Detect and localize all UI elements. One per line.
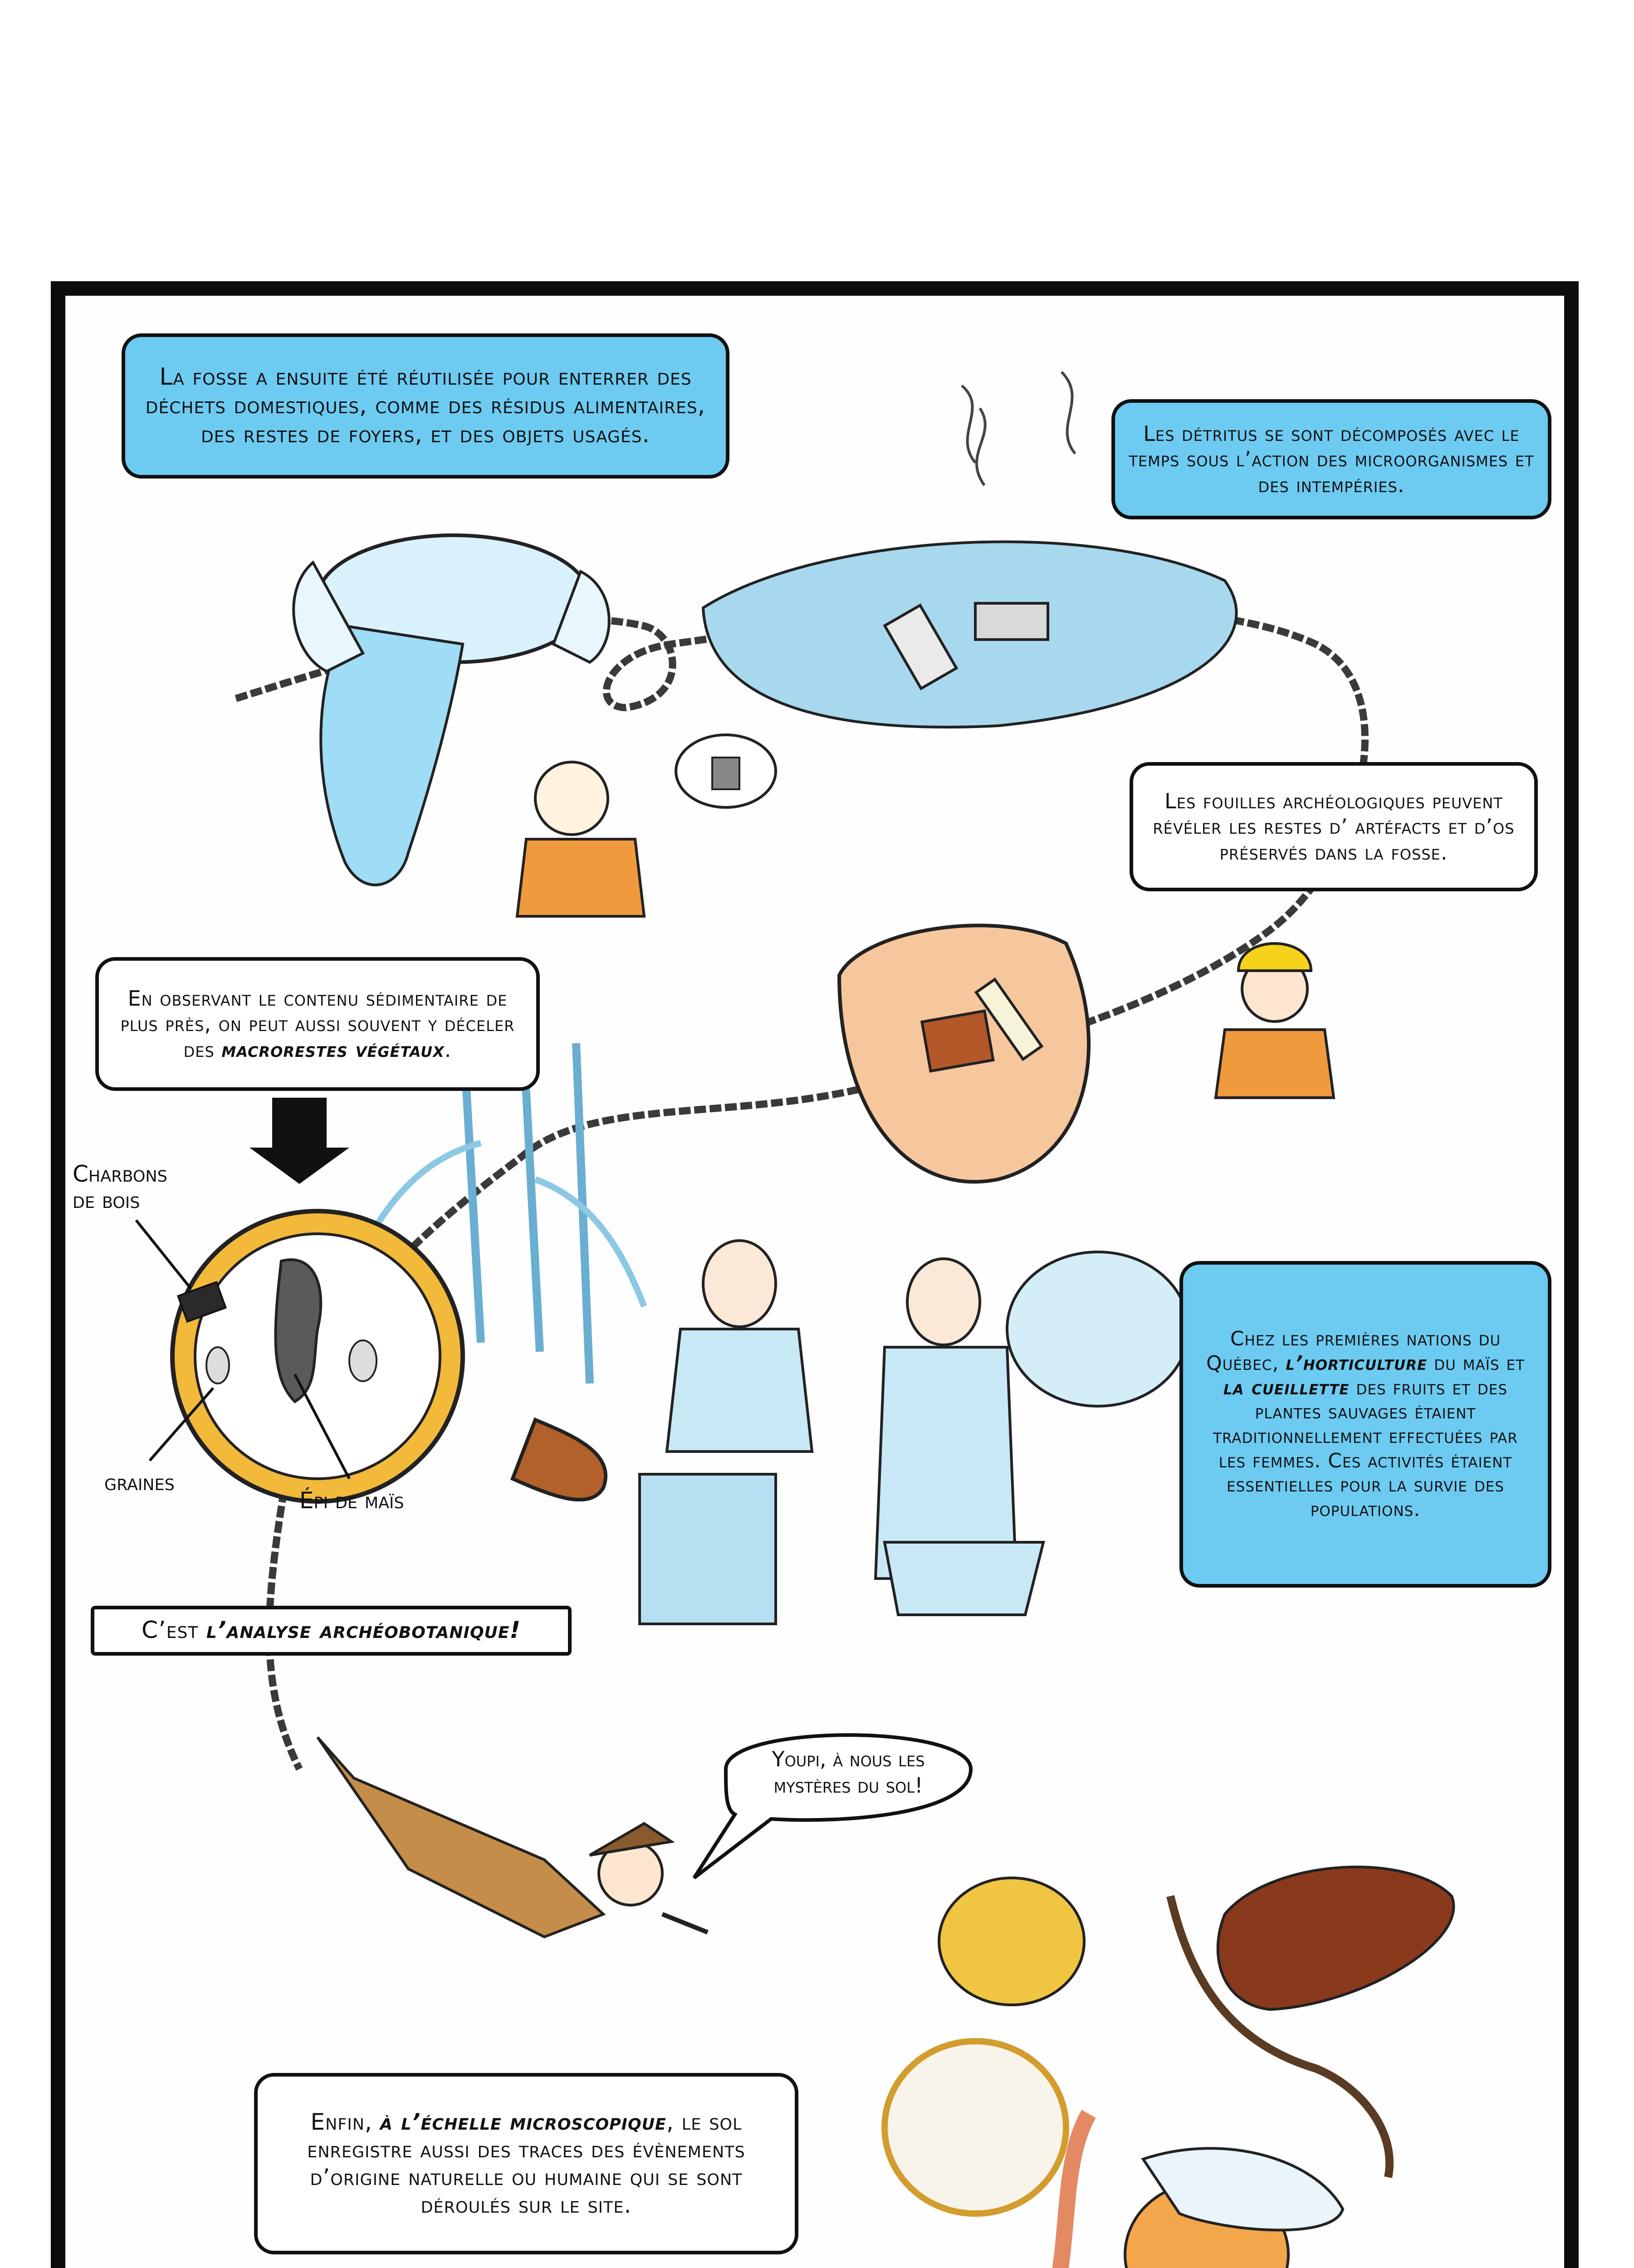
- child-archaeologist: [1216, 943, 1334, 1098]
- child-thinking: [517, 735, 776, 916]
- caption-detritus: [1111, 399, 1551, 519]
- caption-pn-emphasis-2: la cueillette: [1223, 1376, 1350, 1399]
- caption-analyse-emphasis: l’analyse archéobotanique!: [206, 1617, 521, 1644]
- caption-echelle-microscopique: [254, 2073, 798, 2254]
- caption-fouilles-text: Les fouilles archéologiques peuvent révéler les restes d’ artéfacts et d’os préservés dans la fosse.: [1153, 789, 1515, 865]
- caption-echelle-paragraph: [271, 2108, 781, 2219]
- microscopic-soil-scene: [885, 1867, 1453, 2268]
- caption-macrorestes-paragraph: [113, 986, 523, 1062]
- caption-analyse-paragraph: [142, 1616, 521, 1645]
- magnifying-glass: [172, 1211, 606, 1501]
- caption-pn-text-2: du maïs et: [1434, 1351, 1525, 1375]
- caption-fosse-reutilisee: [122, 333, 729, 479]
- label-epi-de-mais: Épi de maïs: [299, 1487, 404, 1514]
- caption-macrorestes: [95, 957, 540, 1091]
- caption-fosse-reutilisee-text: La fosse a ensuite été réutilisée pour enterrer des déchets domestiques, comme des résidus alimentaires, des restes de foyers, et des objets usagés.: [145, 363, 706, 448]
- caption-fouilles: [1130, 762, 1538, 891]
- hand-with-artifacts: [839, 925, 1089, 1182]
- women-corn-harvest: [640, 1241, 1189, 1624]
- caption-analyse-text: C’est: [141, 1617, 199, 1644]
- explorer-diving: [318, 1737, 708, 1937]
- label-graines: graines: [104, 1469, 175, 1496]
- caption-macrorestes-text: En observant le contenu sédimentaire de plus près, on peut aussi souvent y déceler des: [120, 986, 515, 1062]
- label-charbons-de-bois: Charbons de bois: [73, 1161, 167, 1213]
- caption-echelle-text: Enfin,: [310, 2109, 372, 2135]
- caption-premieres-nations: [1179, 1261, 1551, 1588]
- caption-echelle-emphasis: à l’échelle microscopique: [380, 2109, 666, 2135]
- caption-premieres-nations-paragraph: [1197, 1327, 1534, 1521]
- caption-pn-emphasis-1: l’horticulture: [1286, 1351, 1428, 1375]
- caption-macrorestes-emphasis: macrorestes végétaux: [221, 1037, 445, 1062]
- pointer-charbons: [136, 1220, 191, 1288]
- caption-pn-text-3: des fruits et des plantes sauvages étaient traditionnellement effectuées par les femmes. Ces activités étaient essentielles pour la survie des populations.: [1213, 1376, 1518, 1521]
- caption-macrorestes-suffix: .: [444, 1037, 452, 1062]
- caption-detritus-text: Les détritus se sont décomposés avec le temps sous l’action des microorganismes et des intempéries.: [1129, 421, 1534, 497]
- caption-analyse-archeobotanique: [91, 1606, 572, 1656]
- caption-echelle-suffix: , le sol enregistre aussi des traces des évènements d’origine naturelle ou humaine qui se sont déroulés sur le site.: [307, 2109, 745, 2218]
- speech-youpi-text: Youpi, à nous les mystères du sol!: [772, 1747, 925, 1798]
- down-arrow: [250, 1098, 349, 1184]
- caption-pn-text-1: Chez les premières nations du Québec,: [1206, 1327, 1501, 1375]
